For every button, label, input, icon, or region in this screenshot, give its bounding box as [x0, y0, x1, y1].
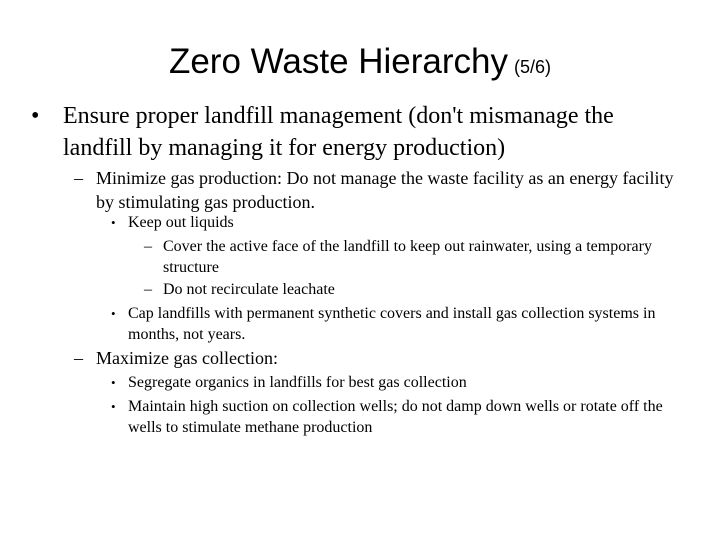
bullet-marker: • [111, 306, 116, 321]
bullet-text: Segregate organics in landfills for best gas collection [128, 374, 467, 391]
sub-sub-bullet-keep-out-liquids [111, 212, 691, 233]
sub-sub-bullet-segregate-organics [111, 372, 691, 393]
bullet-marker: – [74, 168, 83, 188]
bullet-text: Do not recirculate leachate [163, 281, 335, 298]
slide-title-text: Zero Waste Hierarchy [168, 42, 509, 81]
bullet-text: Maximize gas collection: [96, 348, 278, 368]
sub-bullet-maximize-gas [74, 346, 694, 370]
bullet-marker: • [111, 399, 116, 414]
bullet-text: Cover the active face of the landfill to keep out rainwater, using a temporary structure [163, 238, 652, 276]
bullet-text: Minimize gas production: Do not manage the waste facility as an energy facility by stimulating gas production. [96, 168, 674, 212]
bullet-marker: • [111, 215, 116, 230]
level4-bullet-no-recirculate [144, 279, 654, 300]
bullet-landfill-management [31, 100, 681, 164]
bullet-marker: – [144, 281, 152, 298]
bullet-marker: • [31, 103, 40, 129]
bullet-text: Keep out liquids [128, 214, 234, 231]
slide-title-page-indicator: (5/6) [514, 57, 552, 77]
slide-title [0, 40, 720, 89]
bullet-text: Cap landfills with permanent synthetic covers and install gas collection systems in months, not years. [128, 305, 656, 343]
bullet-marker: – [74, 348, 83, 368]
bullet-text: Maintain high suction on collection wells; do not damp down wells or rotate off the wells to stimulate methane production [128, 398, 663, 436]
bullet-marker: • [111, 375, 116, 390]
sub-sub-bullet-cap-landfills [111, 303, 691, 345]
bullet-marker: – [144, 238, 152, 255]
level4-bullet-cover-active-face [144, 236, 654, 278]
sub-sub-bullet-high-suction [111, 396, 696, 438]
sub-bullet-minimize-gas [74, 166, 694, 214]
bullet-text: Ensure proper landfill management (don't mismanage the landfill by managing it for energy production) [63, 103, 614, 161]
